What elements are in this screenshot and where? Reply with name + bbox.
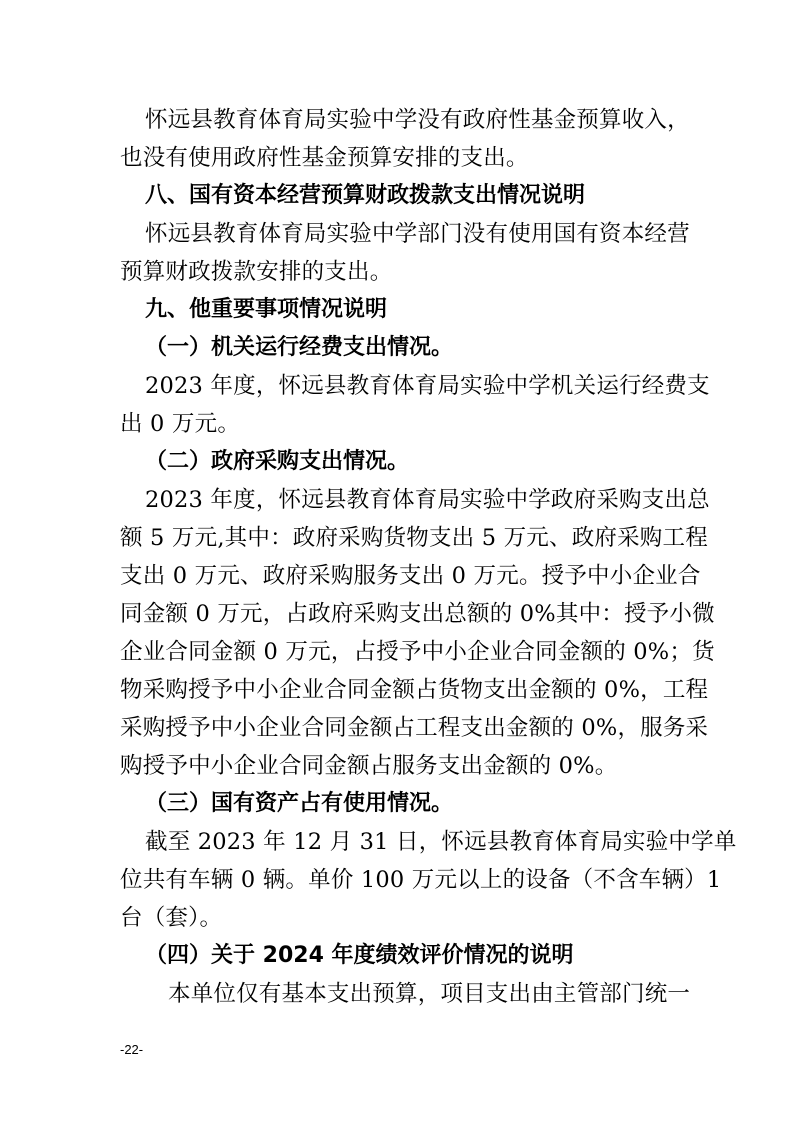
body-text-line: 2023 年度，怀远县教育体育局实验中学政府采购支出总 bbox=[145, 487, 710, 513]
body-text-line: 额 5 万元,其中：政府采购货物支出 5 万元、政府采购工程 bbox=[120, 525, 708, 551]
body-text-line: 购授予中小企业合同金额占服务支出金额的 0%。 bbox=[120, 753, 618, 779]
subsection-heading: （二）政府采购支出情况。 bbox=[145, 449, 410, 474]
body-text-line: 也没有使用政府性基金预算安排的支出。 bbox=[120, 145, 529, 171]
body-text-line: 2023 年度，怀远县教育体育局实验中学机关运行经费支 bbox=[145, 373, 710, 399]
body-text-line: 怀远县教育体育局实验中学部门没有使用国有资本经营 bbox=[145, 221, 690, 247]
body-text-line: 物采购授予中小企业合同金额占货物支出金额的 0%，工程 bbox=[120, 677, 709, 703]
section-heading: 九、他重要事项情况说明 bbox=[145, 297, 388, 322]
page-number: -22- bbox=[120, 1042, 144, 1057]
body-text-line: 怀远县教育体育局实验中学没有政府性基金预算收入， bbox=[145, 107, 690, 133]
body-text-line: 企业合同金额 0 万元，占授予中小企业合同金额的 0%；货 bbox=[120, 639, 715, 665]
body-text-line: 预算财政拨款安排的支出。 bbox=[120, 259, 393, 285]
body-text-line: 截至 2023 年 12 月 31 日，怀远县教育体育局实验中学单 bbox=[145, 829, 737, 855]
subsection-heading: （四）关于 2024 年度绩效评价情况的说明 bbox=[145, 943, 574, 968]
body-text-line: 位共有车辆 0 辆。单价 100 万元以上的设备（不含车辆）1 bbox=[120, 867, 722, 893]
subsection-heading: （三）国有资产占有使用情况。 bbox=[145, 791, 454, 816]
subsection-heading: （一）机关运行经费支出情况。 bbox=[145, 335, 454, 360]
body-text-line: 同金额 0 万元，占政府采购支出总额的 0%其中：授予小微 bbox=[120, 601, 715, 627]
body-text-line: 支出 0 万元、政府采购服务支出 0 万元。授予中小企业合 bbox=[120, 563, 701, 589]
section-heading: 八、国有资本经营预算财政拨款支出情况说明 bbox=[145, 183, 586, 208]
body-text-line: 采购授予中小企业合同金额占工程支出金额的 0%，服务采 bbox=[120, 715, 709, 741]
body-text-line: 本单位仅有基本支出预算，项目支出由主管部门统一 bbox=[168, 981, 691, 1007]
body-text-line: 出 0 万元。 bbox=[120, 411, 241, 437]
body-text-line: 台（套）。 bbox=[120, 905, 223, 931]
